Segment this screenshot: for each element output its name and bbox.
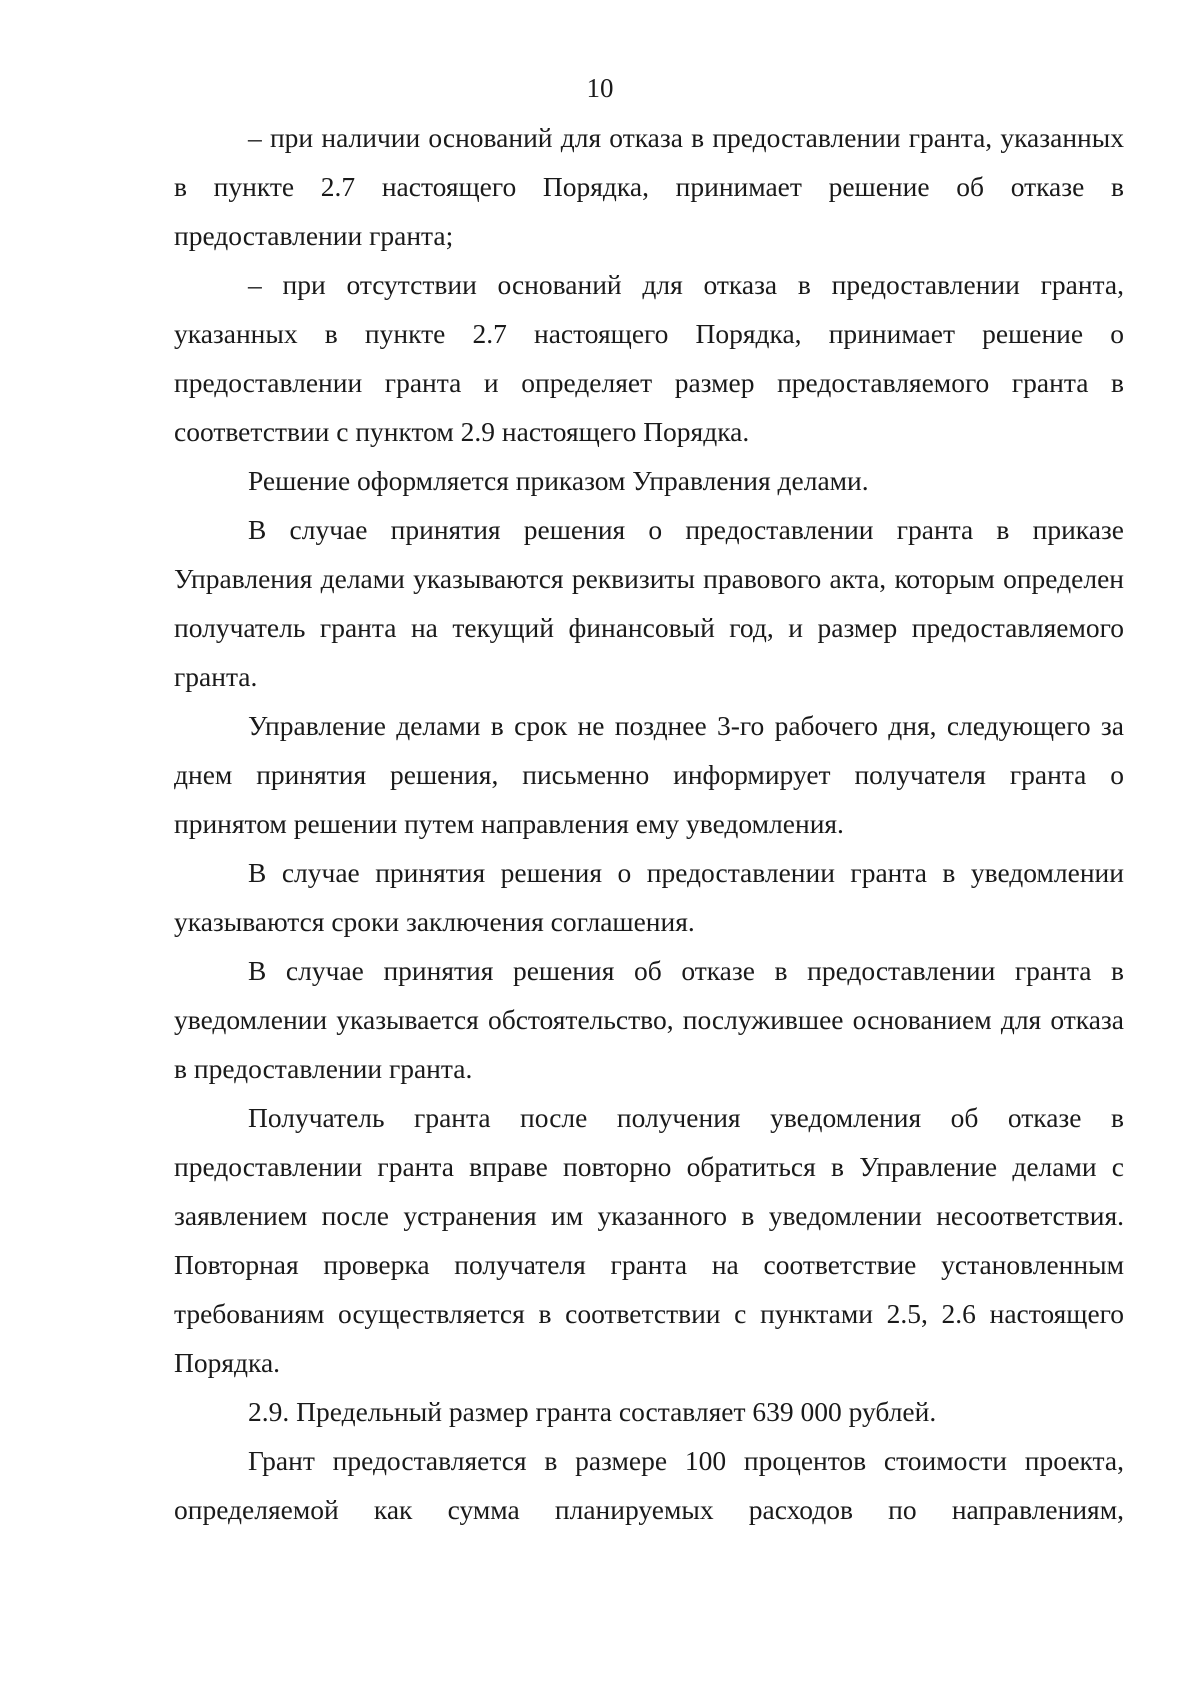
paragraph-notification: Управление делами в срок не позднее 3-го рабочего дня, следующего за днем принятия решения, письменно информирует получателя гранта о принятом решении путем направления ему уведомления. (174, 710, 1124, 839)
page-number: 10 (586, 73, 614, 103)
document-body (174, 113, 1124, 1534)
paragraph-no-refusal-grounds: – при отсутствии оснований для отказа в предоставлении гранта, указанных в пункте 2.7 настоящего Порядка, принимает решение о предоставлении гранта и определяет размер предоставляемого гранта в соответствии с пунктом 2.9 настоящего Порядка. (174, 269, 1124, 447)
paragraph-grant-limit: 2.9. Предельный размер гранта составляет 639 000 рублей. (248, 1396, 937, 1427)
paragraph-reapplication: Получатель гранта после получения уведомления об отказе в предоставлении гранта вправе повторно обратиться в Управление делами с заявлением после устранения им указанного в уведомлении несоответствия. Повторная проверка получателя гранта на соответствие установленным требованиям осуществляется в соответствии с пунктами 2.5, 2.6 настоящего Порядка. (174, 1102, 1124, 1378)
paragraph-refusal-grounds: – при наличии оснований для отказа в предоставлении гранта, указанных в пункте 2.7 настоящего Порядка, принимает решение об отказе в предоставлении гранта; (174, 122, 1124, 251)
paragraph-grant-amount: Грант предоставляется в размере 100 процентов стоимости проекта, определяемой как сумма планируемых расходов по направлениям, (174, 1445, 1124, 1525)
paragraph-decision-order: Решение оформляется приказом Управления делами. (248, 465, 869, 496)
paragraph-order-details: В случае принятия решения о предоставлении гранта в приказе Управления делами указываются реквизиты правового акта, которым определен получатель гранта на текущий финансовый год, и размер предоставляемого гранта. (174, 514, 1124, 692)
paragraph-agreement-terms: В случае принятия решения о предоставлении гранта в уведомлении указываются сроки заключения соглашения. (174, 857, 1124, 937)
paragraph-refusal-notice: В случае принятия решения об отказе в предоставлении гранта в уведомлении указывается обстоятельство, послужившее основанием для отказа в предоставлении гранта. (174, 955, 1124, 1084)
